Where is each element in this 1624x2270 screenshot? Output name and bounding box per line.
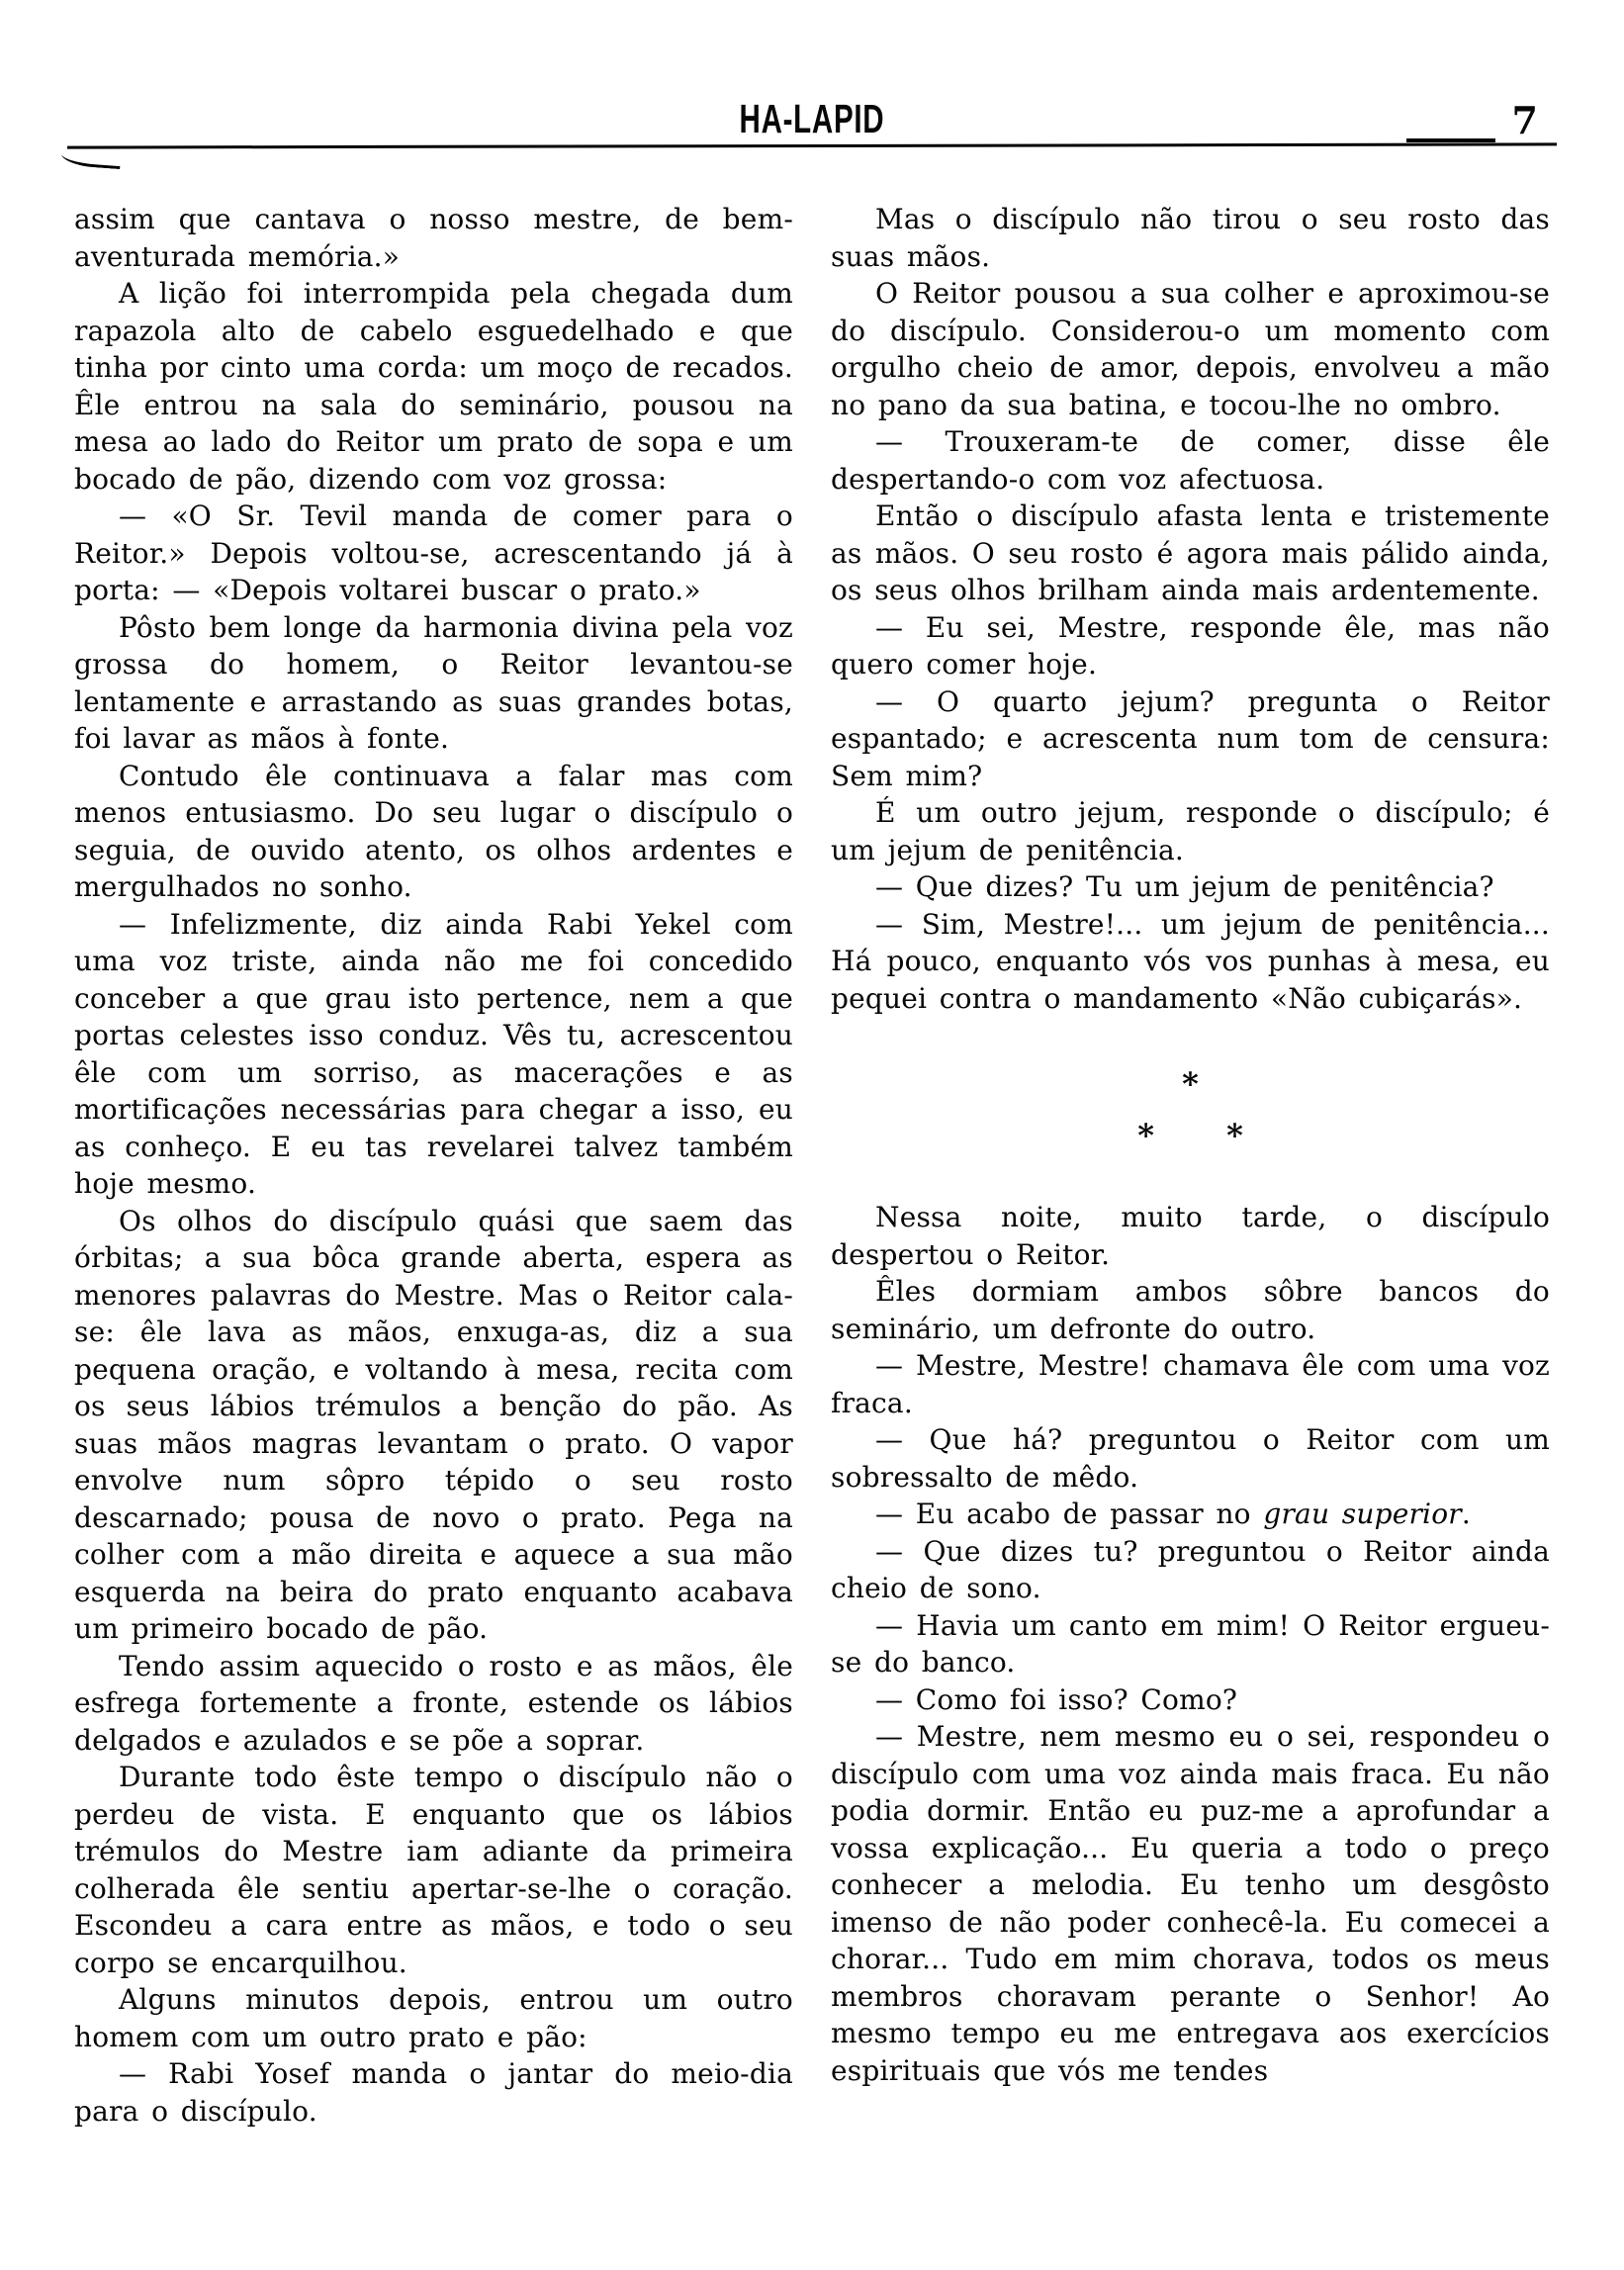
- paragraph: Mas o discípulo não tirou o seu rosto das suas mãos.: [831, 203, 1550, 273]
- paragraph: Durante todo êste tempo o discípulo não o perdeu de vista. E enquanto que os lábios trémulos do Mestre iam adiante da primeira colherada êle sentiu apertar-se-lhe o coração. Escondeu a cara entre as mãos, e todo o seu corpo se encarquilhou.: [74, 1761, 793, 1979]
- column-right: [831, 201, 1550, 2270]
- paragraph: Então o discípulo afasta lenta e tristemente as mãos. O seu rosto é agora mais pálido ainda, os seus olhos brilham ainda mais ardentemente.: [831, 499, 1550, 606]
- paragraph: assim que cantava o nosso mestre, de bem-aventurada memória.»: [74, 203, 793, 273]
- paragraph: Nessa noite, muito tarde, o discípulo despertou o Reitor.: [831, 1201, 1550, 1271]
- paragraph: — Como foi isso? Como?: [875, 1682, 1238, 1716]
- paragraph: A lição foi interrompida pela chegada dum rapazola alto de cabelo esguedelhado e que tinha por cinto uma corda: um moço de recados. Êle entrou na sala do seminário, pousou na mesa ao lado do Reitor um prato de sopa e um bocado de pão, dizendo com voz grossa:: [74, 277, 793, 496]
- italic-phrase: grau superior: [1263, 1498, 1462, 1530]
- paragraph: — O quarto jejum? pregunta o Reitor espantado; e acrescenta num tom de censura: Sem mim?: [831, 684, 1550, 792]
- paragraph: — Trouxeram-te de comer, disse êle despertando-o com voz afectuosa.: [831, 425, 1550, 496]
- column-left: [74, 201, 793, 2270]
- scan-artifact-squiggle: [60, 146, 121, 169]
- section-break-asterism: [831, 1058, 1550, 1161]
- paragraph: — Havia um canto em mim! O Reitor ergueu-se do banco.: [831, 1608, 1550, 1679]
- header-rule-segment: [1406, 138, 1495, 142]
- page-title: [74, 95, 1550, 142]
- paragraph: Os olhos do discípulo quási que saem das órbitas; a sua bôca grande aberta, espera as menores palavras do Mestre. Mas o Reitor cala-se: êle lava as mãos, enxuga-as, diz a sua pequena oração, e voltando à mesa, recita com os seus lábios trémulos a benção do pão. As suas mãos magras levantam o prato. O vapor envolve num sôpro tépido o seu rosto descarnado; pousa de novo o prato. Pega na colher com a mão direita e aquece a sua mão esquerda na beira do prato enquanto acabava um primeiro bocado de pão.: [74, 1204, 793, 1645]
- asterism-bottom-stars: * *: [1137, 1117, 1243, 1154]
- paragraph: Êles dormiam ambos sôbre bancos do seminário, um defronte do outro.: [831, 1275, 1550, 1345]
- paragraph: — Que há? preguntou o Reitor com um sobressalto de mêdo.: [831, 1423, 1550, 1494]
- paragraph: — Eu acabo de passar no grau superior.: [875, 1498, 1471, 1530]
- paragraph: — Que dizes? Tu um jejum de penitência?: [875, 870, 1494, 903]
- paragraph: — Mestre, nem mesmo eu o sei, respondeu o discípulo com uma voz ainda mais fraca. Eu não podia dormir. Então eu puz-me a aprofundar a vossa explicação... Eu queria a todo o preço conhecer a melodia. Eu tenho um desgôsto imenso de não poder conhecê-la. Eu comecei a chorar... Tudo em mim chorava, todos os meus membros choravam perante o Senhor! Ao mesmo tempo eu me entregava aos exercícios espirituais que vós me tendes: [831, 1720, 1550, 2087]
- paragraph: É um outro jejum, responde o discípulo; é um jejum de penitência.: [831, 796, 1550, 866]
- paragraph: — Mestre, Mestre! chamava êle com uma voz fraca.: [831, 1349, 1550, 1419]
- paragraph: — Eu sei, Mestre, responde êle, mas não quero comer hoje.: [831, 610, 1550, 681]
- paragraph: Alguns minutos depois, entrou um outro homem com um outro prato e pão:: [74, 1983, 793, 2053]
- paragraph: — «O Sr. Tevil manda de comer para o Reitor.» Depois voltou-se, acrescentando já à porta: — «Depois voltarei buscar o prato.»: [74, 499, 793, 606]
- paragraph: — Que dizes tu? preguntou o Reitor ainda cheio de sono.: [831, 1534, 1550, 1604]
- asterism-top-star: *: [1182, 1065, 1199, 1103]
- page-title-text: HA-LAPID: [739, 96, 885, 141]
- paragraph: Contudo êle continuava a falar mas com menos entusiasmo. Do seu lugar o discípulo o seguia, de ouvido atento, os olhos ardentes e mergulhados no sonho.: [74, 759, 793, 903]
- paragraph: Pôsto bem longe da harmonia divina pela voz grossa do homem, o Reitor levantou-se lentamente e arrastando as suas grandes botas, foi lavar as mãos à fonte.: [74, 610, 793, 755]
- page-number: 7: [1511, 98, 1538, 142]
- page-header: [74, 95, 1550, 146]
- paragraph: Tendo assim aquecido o rosto e as mãos, êle esfrega fortemente a fronte, estende os lábios delgados e azulados e se põe a soprar.: [74, 1649, 793, 1757]
- paragraph: — Infelizmente, diz ainda Rabi Yekel com uma voz triste, ainda não me foi concedido conceber a que grau isto pertence, nem a que portas celestes isso conduz. Vês tu, acrescentou êle com um sorriso, as macerações e as mortificações necessárias para chegar a isso, eu as conheço. E eu tas revelarei talvez também hoje mesmo.: [74, 907, 793, 1200]
- paragraph: O Reitor pousou a sua colher e aproximou-se do discípulo. Considerou-o um momento com orgulho cheio de amor, depois, envolveu a mão no pano da sua batina, e tocou-lhe no ombro.: [831, 277, 1550, 421]
- paragraph: — Rabi Yosef manda o jantar do meio-dia para o discípulo.: [74, 2057, 793, 2128]
- paragraph: — Sim, Mestre!... um jejum de penitência... Há pouco, enquanto vós vos punhas à mesa, eu pequei contra o mandamento «Não cubiçarás».: [831, 907, 1550, 1015]
- text-columns: [74, 201, 1550, 2270]
- column-right-lower: [831, 1199, 1550, 2089]
- column-right-upper: [831, 201, 1550, 1017]
